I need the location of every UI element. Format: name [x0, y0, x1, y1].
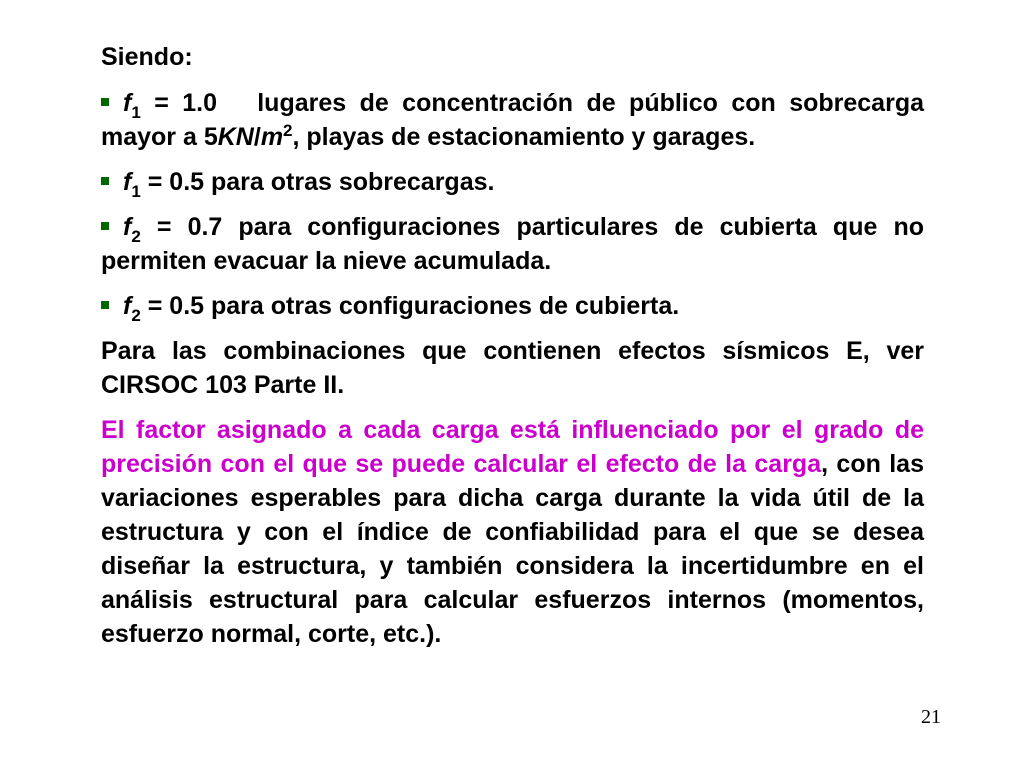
unit-superscript: 2 — [283, 121, 293, 140]
bullet-text: = 0.7 para configuraciones particulares de cubierta que no permiten evacuar la nieve acumulada. — [101, 213, 924, 275]
paragraph-text: , con las variaciones esperables para dicha carga durante la vida útil de la estructura y con el índice de confiabilidad para el que se desea diseñar la estructura, y también considera la incertidumbre en el análisis estructural para calcular esfuerzos internos (momentos, esfuerzo normal, corte, etc.). — [101, 450, 924, 648]
bullet-item-f2-other — [101, 289, 924, 323]
bullet-item-f1-garages — [101, 86, 931, 154]
unit-kn: KN — [217, 123, 254, 151]
bullet-text: = 1.0 lugares de concentración de público con sobrecarga mayor a 5 — [101, 89, 931, 151]
bullet-text: = 0.5 para otras configuraciones de cubierta. — [140, 292, 680, 320]
unit-slash: / — [253, 123, 261, 151]
bullet-item-f2-particular — [101, 210, 924, 278]
square-bullet-icon — [101, 98, 109, 106]
bullet-text: = 0.5 para otras sobrecargas. — [140, 168, 495, 196]
heading: Siendo: — [101, 43, 193, 71]
variable-subscript: 2 — [131, 306, 141, 325]
variable-f: f — [123, 168, 132, 196]
variable-subscript: 1 — [131, 103, 141, 122]
slide-content — [101, 40, 931, 662]
square-bullet-icon — [101, 222, 109, 230]
bullet-text-continued: , playas de estacionamiento y garages. — [292, 123, 756, 151]
page-number: 21 — [921, 706, 941, 728]
variable-f: f — [123, 213, 132, 241]
variable-f: f — [123, 292, 132, 320]
variable-subscript: 2 — [131, 227, 141, 246]
final-paragraph — [101, 413, 924, 651]
highlighted-text: El factor asignado a cada carga está influenciado por el grado de precisión con el que se puede calcular el efecto de la carga — [101, 416, 924, 478]
bullet-item-f1-other — [101, 165, 924, 199]
square-bullet-icon — [101, 301, 109, 309]
seismic-paragraph: Para las combinaciones que contienen efectos sísmicos E, ver CIRSOC 103 Parte II. — [101, 337, 924, 399]
unit-m: m — [260, 123, 284, 151]
variable-f: f — [123, 89, 132, 117]
square-bullet-icon — [101, 177, 109, 185]
variable-subscript: 1 — [131, 182, 141, 201]
